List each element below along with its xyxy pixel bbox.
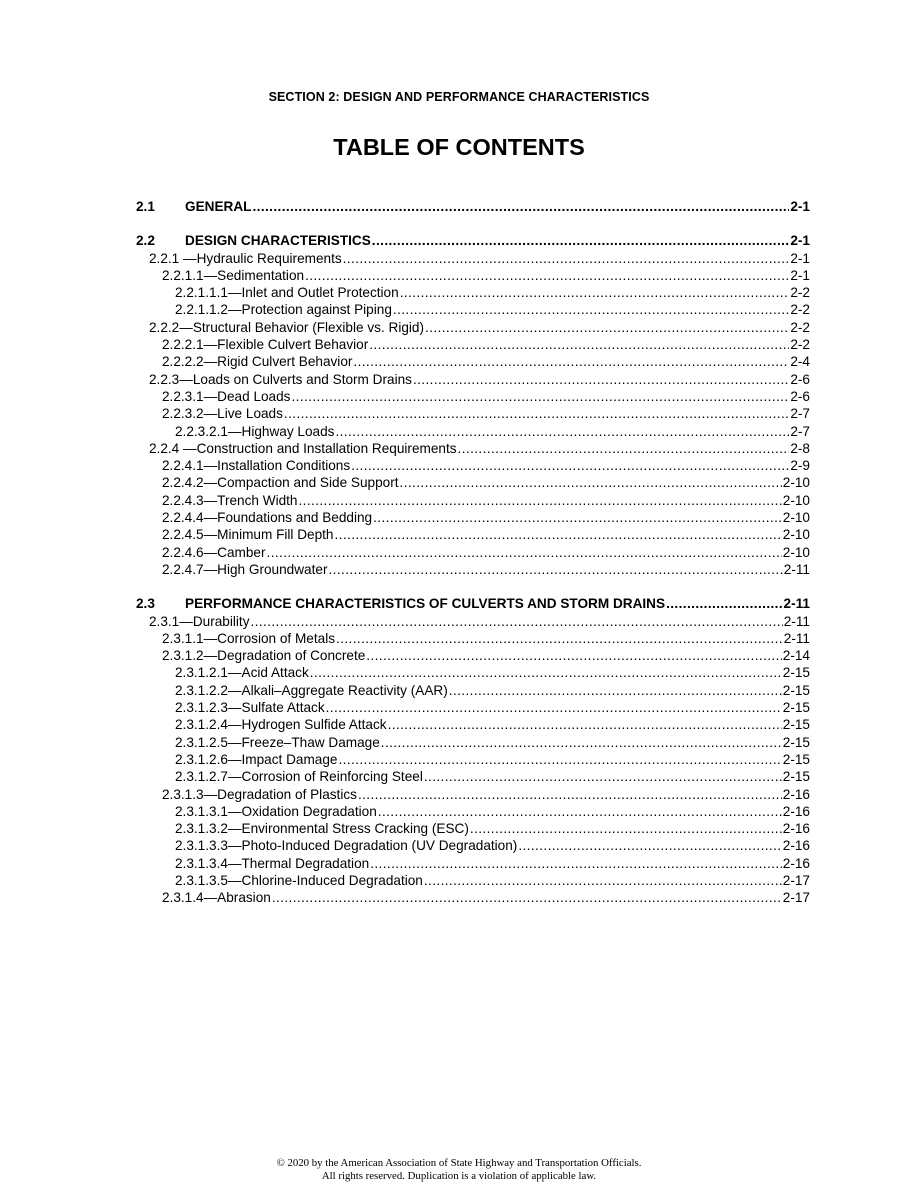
toc-entry-title: 2.3.1.3—Degradation of Plastics [162,786,357,802]
toc-entry-page: 2-4 [790,354,810,370]
toc-entry-page: 2-1 [790,199,810,214]
toc-dot-leader [299,492,782,509]
toc-entry[interactable] [136,492,810,509]
toc-entry-title: 2.3.1.3.2—Environmental Stress Cracking (ESC) [175,821,469,837]
toc-entry-title: 2.3.1.2.7—Corrosion of Reinforcing Steel [175,769,423,785]
toc-dot-leader [373,509,782,526]
toc-entry-page: 2-16 [782,803,810,819]
rights-line: All rights reserved. Duplication is a violation of applicable law. [321,1170,597,1182]
toc-entry-page: 2-11 [783,596,810,612]
toc-entry[interactable] [136,837,810,854]
toc-entry-title: 2.2.1.1—Sedimentation [162,267,305,283]
toc-entry[interactable] [136,250,810,267]
toc-dot-leader [353,353,789,370]
toc-dot-leader [518,837,781,854]
toc-entry-title: 2.3.1.3.4—Thermal Degradation [175,855,370,871]
toc-entry-page: 2-2 [790,319,810,335]
toc-entry-page: 2-15 [782,682,810,698]
toc-entry[interactable] [136,786,810,803]
toc-entry-title: 2.2.4.2—Compaction and Side Support [162,475,399,491]
toc-entry-page: 2-16 [782,786,810,802]
toc-entry-title: 2.2.2—Structural Behavior (Flexible vs. Rigid) [149,319,425,335]
toc-dot-leader [393,301,789,318]
toc-entry-title: 2.3.1.4—Abrasion [162,890,271,906]
toc-entry[interactable] [136,457,810,474]
toc-dot-leader [366,647,782,664]
toc-entry-page: 2-9 [790,458,810,474]
toc-entry-title: 2.2.3—Loads on Culverts and Storm Drains [149,371,412,387]
toc-dot-leader [388,716,782,733]
toc-entry-title: 2.3.1.2—Degradation of Concrete [162,648,366,664]
toc-entry[interactable] [136,267,810,284]
toc-section-entry[interactable] [136,198,810,215]
toc-entry-title: PERFORMANCE CHARACTERISTICS OF CULVERTS AND STORM DRAINS [185,596,666,612]
toc-entry[interactable] [136,423,810,440]
toc-entry-title: 2.2.2.2—Rigid Culvert Behavior [162,354,353,370]
toc-dot-leader [372,232,790,249]
toc-entry-title: 2.2.4.6—Camber [162,544,266,560]
toc-entry-page: 2-15 [782,717,810,733]
toc-entry-title: DESIGN CHARACTERISTICS [185,233,371,249]
toc-entry-title: 2.2.1.1.2—Protection against Piping [175,302,392,318]
toc-dot-leader [400,474,782,491]
toc-entry-number: 2.1 [136,199,155,214]
section-header: SECTION 2: DESIGN AND PERFORMANCE CHARACTERISTICS [268,90,650,104]
toc-dot-leader [413,371,789,388]
toc-entry-page: 2-8 [790,440,810,456]
toc-entry-title: 2.3.1.2.1—Acid Attack [175,665,309,681]
toc-entry[interactable] [136,336,810,353]
toc-entry-page: 2-10 [782,492,810,508]
toc-dot-leader [425,319,789,336]
toc-entry[interactable] [136,664,810,681]
toc-entry-title: 2.2.4.4—Foundations and Bedding [162,510,373,526]
toc-entry[interactable] [136,405,810,422]
toc-entry-page: 2-10 [782,475,810,491]
toc-entry-page: 2-1 [790,267,810,283]
toc-entry-page: 2-14 [782,648,810,664]
toc-entry[interactable] [136,509,810,526]
toc-entry-title: 2.3.1.2.4—Hydrogen Sulfide Attack [175,717,387,733]
toc-dot-leader [252,198,789,215]
toc-entry-title: 2.2.3.1—Dead Loads [162,388,291,404]
toc-entry-page: 2-11 [783,561,810,577]
toc-dot-leader [370,855,782,872]
toc-entry-title: 2.2.4 —Construction and Installation Requirements [149,440,457,456]
toc-entry-page: 2-6 [790,371,810,387]
toc-entry[interactable] [136,855,810,872]
toc-dot-leader [381,734,782,751]
toc-entry-title: 2.2.2.1—Flexible Culvert Behavior [162,337,369,353]
toc-entry[interactable] [136,474,810,491]
toc-entry[interactable] [136,872,810,889]
toc-entry-title: 2.2.1 —Hydraulic Requirements [149,250,342,266]
toc-dot-leader [470,820,782,837]
toc-entry[interactable] [136,768,810,785]
toc-entry-title: 2.3.1.3.3—Photo-Induced Degradation (UV Degradation) [175,838,518,854]
toc-entry[interactable] [136,440,810,457]
toc-entry-page: 2-15 [782,751,810,767]
toc-dot-leader [267,544,782,561]
toc-entry[interactable] [136,889,810,906]
toc-entry-title: 2.2.4.3—Trench Width [162,492,298,508]
toc-entry-page: 2-2 [790,285,810,301]
toc-entry-title: 2.3.1.2.2—Alkali–Aggregate Reactivity (AAR) [175,682,448,698]
toc-dot-leader [358,786,782,803]
toc-entry[interactable] [136,647,810,664]
toc-entry[interactable] [136,544,810,561]
toc-dot-leader [458,440,790,457]
toc-entry-page: 2-10 [782,544,810,560]
toc-dot-leader [338,751,781,768]
toc-dot-leader [400,284,790,301]
toc-dot-leader [272,889,782,906]
toc-entry-page: 2-2 [790,337,810,353]
toc-entry-title: 2.2.3.2.1—Highway Loads [175,423,335,439]
toc-entry-title: 2.3.1.1—Corrosion of Metals [162,630,336,646]
toc-dot-leader [326,699,782,716]
toc-entry-page: 2-15 [782,769,810,785]
toc-entry[interactable] [136,561,810,578]
toc-entry-title: 2.3.1—Durability [149,613,250,629]
toc-dot-leader [310,664,782,681]
toc-dot-leader [369,336,789,353]
toc-entry-title: 2.3.1.2.3—Sulfate Attack [175,700,325,716]
toc-entry-title: 2.2.4.7—High Groundwater [162,561,328,577]
toc-section-entry[interactable] [136,232,810,249]
toc-entry[interactable] [136,319,810,336]
toc-entry-number: 2.2 [136,233,155,249]
toc-entry-page: 2-16 [782,838,810,854]
toc-entry[interactable] [136,630,810,647]
toc-entry-title: 2.2.3.2—Live Loads [162,406,283,422]
toc-entry[interactable] [136,526,810,543]
toc-dot-leader [343,250,790,267]
toc-entry-page: 2-10 [782,527,810,543]
toc-dot-leader [424,768,782,785]
toc-dot-leader [335,423,789,440]
toc-entry-title: 2.2.4.5—Minimum Fill Depth [162,527,334,543]
toc-entry-page: 2-6 [790,388,810,404]
toc-section-entry[interactable] [136,595,810,612]
toc-dot-leader [251,613,783,630]
toc-dot-leader [351,457,789,474]
toc-dot-leader [336,630,783,647]
toc-dot-leader [666,595,782,612]
toc-dot-leader [291,388,789,405]
toc-entry[interactable] [136,751,810,768]
toc-entry-page: 2-7 [790,423,810,439]
toc-entry-page: 2-2 [790,302,810,318]
toc-entry-title: 2.3.1.2.6—Impact Damage [175,751,338,767]
toc-entry-title: 2.2.1.1.1—Inlet and Outlet Protection [175,285,399,301]
toc-entry[interactable] [136,353,810,370]
toc-dot-leader [424,872,782,889]
toc-entry-page: 2-11 [783,630,810,646]
toc-entry[interactable] [136,716,810,733]
toc-entry-title: 2.2.4.1—Installation Conditions [162,458,351,474]
toc-entry[interactable] [136,682,810,699]
toc-entry[interactable] [136,613,810,630]
copyright-line: © 2020 by the American Association of State Highway and Transportation Officials. [276,1157,642,1169]
toc-entry-page: 2-1 [790,233,810,249]
toc-entry-page: 2-17 [782,872,810,888]
toc-entry-number: 2.3 [136,596,155,612]
toc-entry-page: 2-1 [790,250,810,266]
toc-entry-page: 2-10 [782,510,810,526]
toc-entry-page: 2-11 [783,613,810,629]
toc-entry[interactable] [136,301,810,318]
toc-dot-leader [449,682,782,699]
toc-entry-page: 2-15 [782,734,810,750]
toc-dot-leader [305,267,789,284]
toc-entry[interactable] [136,388,810,405]
toc-entry-title: 2.3.1.3.1—Oxidation Degradation [175,803,377,819]
toc-entry[interactable] [136,820,810,837]
copyright-footer [0,1157,918,1183]
toc-entry-title: GENERAL [185,199,252,214]
toc-entry-title: 2.3.1.3.5—Chlorine-Induced Degradation [175,872,423,888]
toc-entry-page: 2-15 [782,700,810,716]
toc-dot-leader [284,405,789,422]
toc-dot-leader [328,561,782,578]
toc-entry[interactable] [136,284,810,301]
toc-entry-page: 2-16 [782,821,810,837]
toc-dot-leader [378,803,782,820]
toc-entry[interactable] [136,803,810,820]
toc-entry-title: 2.3.1.2.5—Freeze–Thaw Damage [175,734,380,750]
toc-entry-page: 2-17 [782,890,810,906]
toc-entry-page: 2-15 [782,665,810,681]
toc-dot-leader [335,526,782,543]
toc-entry-page: 2-7 [790,406,810,422]
page-title: TABLE OF CONTENTS [333,134,585,160]
toc-entry-page: 2-16 [782,855,810,871]
toc-entry[interactable] [136,699,810,716]
toc-entry[interactable] [136,734,810,751]
table-of-contents [136,198,810,907]
toc-entry[interactable] [136,371,810,388]
